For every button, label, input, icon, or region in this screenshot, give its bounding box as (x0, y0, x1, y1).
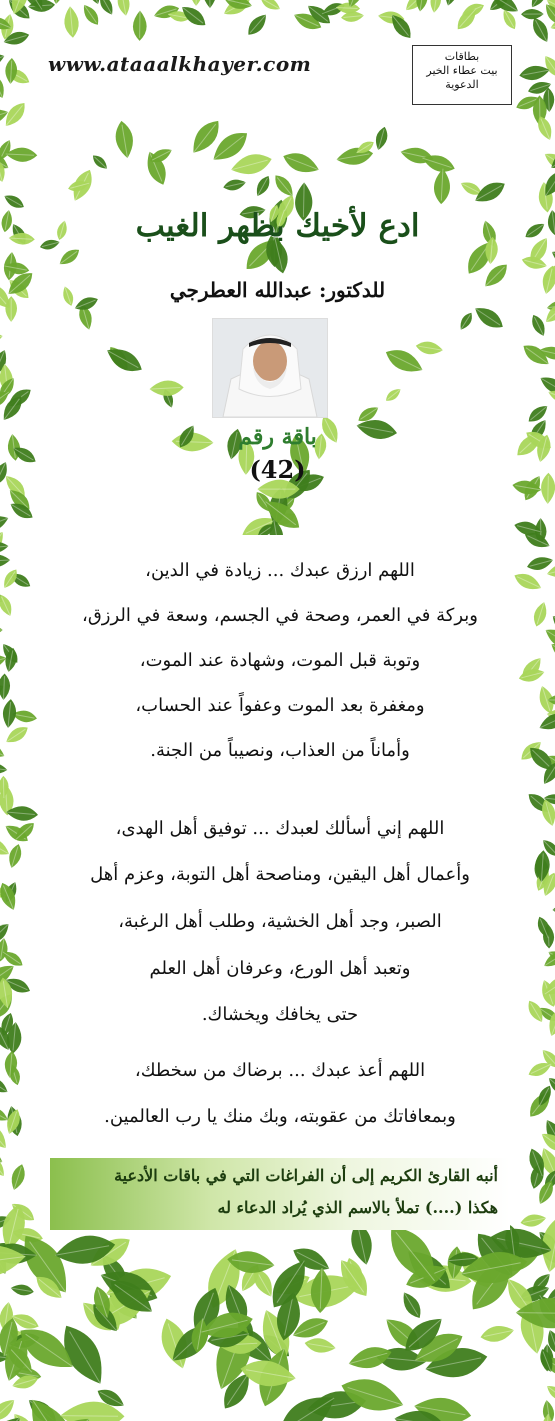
logo-box (412, 45, 512, 105)
dua-line: حتى يخافك ويخشاك. (201, 1004, 359, 1025)
reader-note-line-1: أنبه القارئ الكريم إلى أن الفراغات التي في باقات الأدعية (114, 1166, 498, 1185)
website-url[interactable]: www.ataaalkhayer.com (48, 52, 312, 76)
dua-line: وأعمال أهل اليقين، ومناصحة أهل التوبة، وعزم أهل (90, 864, 470, 885)
reader-note-line-2: هكذا (....) تملأ بالاسم الذي يُراد الدعاء له (217, 1198, 498, 1217)
dua-line: اللهم إني أسألك لعبدك ... توفيق أهل الهدى، (115, 818, 445, 839)
reader-note-banner (50, 1158, 510, 1230)
dua-line: الصبر، وجد أهل الخشية، وطلب أهل الرغبة، (118, 911, 442, 932)
dua-line: اللهم ارزق عبدك ... زيادة في الدين، (145, 560, 415, 581)
logo-line-2: بيت عطاء الخير (426, 64, 498, 77)
dua-line: وبركة في العمر، وصحة في الجسم، وسعة في الرزق، (82, 605, 478, 626)
dua-line: ومغفرة بعد الموت وعفواً عند الحساب، (135, 695, 425, 716)
card-title: ادع لأخيك بظهر الغيب (135, 208, 420, 244)
author-photo (212, 318, 328, 418)
logo-line-3: الدعوية (445, 78, 479, 91)
dua-line: وتعبد أهل الورع، وعرفان أهل العلم (149, 958, 411, 979)
dua-line: وأماناً من العذاب، ونصيباً من الجنة. (150, 740, 410, 761)
logo-line-1: بطاقات (444, 50, 480, 63)
dua-line: وبمعافاتك من عقوبته، وبك منك يا رب العالمين. (104, 1106, 456, 1127)
pack-label: باقة رقم (238, 424, 317, 450)
pack-number: (42) (249, 455, 306, 484)
dua-line: اللهم أعذ عبدك ... برضاك من سخطك، (134, 1060, 426, 1081)
author-name: للدكتور: عبدالله العطرجي (169, 278, 386, 302)
dua-line: وتوبة قبل الموت، وشهادة عند الموت، (139, 650, 421, 671)
